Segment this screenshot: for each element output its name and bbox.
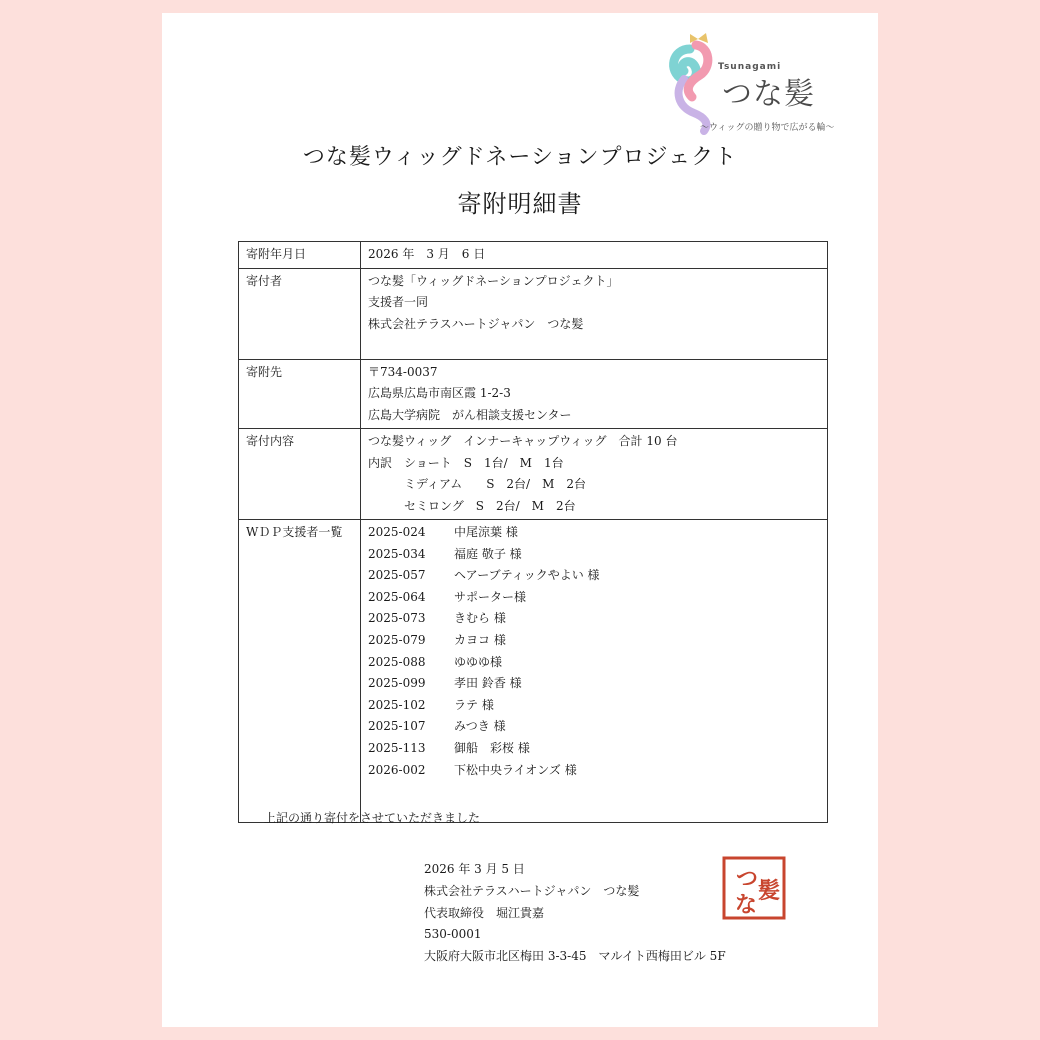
supporter-name: きむら 様 xyxy=(454,611,506,626)
supporter-id: 2025-057 xyxy=(368,568,426,583)
tsunagami-logo xyxy=(660,31,840,135)
svg-text:な: な xyxy=(735,893,758,918)
donor-line: 株式会社テラスハートジャパン つな髪 xyxy=(368,316,584,331)
list-item xyxy=(368,565,820,587)
destination-line: 〒734-0037 xyxy=(368,364,438,379)
table-row xyxy=(239,268,828,359)
supporter-name: 福庭 敬子 様 xyxy=(454,546,522,561)
list-item xyxy=(368,738,820,760)
date-value: 2026 年 3 月 6 日 xyxy=(361,242,828,269)
supporter-name: ゆゆゆ様 xyxy=(454,654,503,669)
donation-detail-table xyxy=(238,241,828,823)
donor-line: 支援者一同 xyxy=(368,295,429,309)
supporter-name: ヘアーブティックやよい 様 xyxy=(454,568,600,583)
supporter-id: 2025-064 xyxy=(368,589,426,604)
date-label: 寄附年月日 xyxy=(239,242,361,269)
content-line: セミロング S 2台/ M 2台 xyxy=(368,498,576,513)
list-item xyxy=(368,673,820,695)
list-item xyxy=(368,630,820,652)
supporter-name: カヨコ 様 xyxy=(454,632,506,647)
donor-value xyxy=(361,268,828,359)
list-item xyxy=(368,716,820,738)
supporter-name: 孝田 鈴香 様 xyxy=(454,676,522,691)
donor-line: つな髪「ウィッグドネーションプロジェクト」 xyxy=(368,273,619,288)
content-line: 内訳 ショート S 1台/ M 1台 xyxy=(368,455,564,470)
table-row xyxy=(239,520,828,823)
list-item xyxy=(368,522,820,544)
destination-line: 広島大学病院 がん相談支援センター xyxy=(368,407,572,422)
destination-value xyxy=(361,359,828,429)
svg-text:つ: つ xyxy=(736,867,759,892)
supporter-name: 御船 彩桜 様 xyxy=(454,740,530,755)
destination-line: 広島県広島市南区霞 1-2-3 xyxy=(368,386,511,400)
company-seal-icon xyxy=(722,856,786,920)
issuer-representative: 代表取締役 堀江貴嘉 xyxy=(424,905,545,920)
content-line: ミディアム S 2台/ M 2台 xyxy=(368,477,587,491)
issue-date: 2026 年 3 月 5 日 xyxy=(424,862,525,876)
document-subtitle: 寄附明細書 xyxy=(457,190,583,218)
supporter-id: 2025-088 xyxy=(368,654,426,669)
supporter-name: 中尾涼葉 様 xyxy=(454,525,518,539)
svg-text:髪: 髪 xyxy=(758,879,781,904)
supporters-label: WＤＰ支援者一覧 xyxy=(239,520,361,823)
supporter-id: 2025-107 xyxy=(368,719,426,734)
list-item xyxy=(368,760,820,782)
supporter-id: 2025-113 xyxy=(368,740,426,755)
supporter-id: 2025-079 xyxy=(368,632,426,647)
issuer-block xyxy=(424,859,726,968)
document-title: つな髪ウィッグドネーションプロジェクト xyxy=(302,145,738,170)
issuer-company: 株式会社テラスハートジャパン つな髪 xyxy=(424,883,640,898)
supporter-id: 2025-024 xyxy=(368,525,426,539)
supporter-name: 下松中央ライオンズ 様 xyxy=(454,762,577,777)
list-item xyxy=(368,544,820,566)
document-page xyxy=(162,13,878,1027)
destination-label: 寄附先 xyxy=(239,359,361,429)
donor-label: 寄付者 xyxy=(239,268,361,359)
closing-note: 上記の通り寄付をさせていただきました xyxy=(264,811,481,825)
supporter-id: 2025-099 xyxy=(368,676,426,691)
supporters-list xyxy=(361,520,828,823)
logo-tagline: 〜ウィッグの贈り物で広がる輪〜 xyxy=(700,123,835,133)
content-label: 寄付内容 xyxy=(239,429,361,520)
supporter-id: 2025-034 xyxy=(368,546,426,561)
list-item xyxy=(368,652,820,674)
supporter-name: みつき 様 xyxy=(454,719,506,734)
content-value xyxy=(361,429,828,520)
supporter-name: ラテ 様 xyxy=(454,697,494,712)
logo-name-text: つな髪 xyxy=(722,77,815,112)
table-row xyxy=(239,429,828,520)
issuer-postal: 530-0001 xyxy=(424,927,482,942)
supporter-name: サポーター様 xyxy=(454,589,527,604)
list-item xyxy=(368,695,820,717)
supporter-id: 2025-102 xyxy=(368,697,426,712)
supporter-id: 2026-002 xyxy=(368,762,426,777)
logo-roman-text: Tsunagami xyxy=(718,62,782,72)
supporter-id: 2025-073 xyxy=(368,611,426,626)
table-row xyxy=(239,242,828,269)
list-item xyxy=(368,608,820,630)
list-item xyxy=(368,587,820,609)
table-row xyxy=(239,359,828,429)
content-line: つな髪ウィッグ インナーキャップウィッグ 合計 10 台 xyxy=(368,434,678,448)
issuer-address: 大阪府大阪市北区梅田 3-3-45 マルイト西梅田ビル 5F xyxy=(424,949,726,964)
